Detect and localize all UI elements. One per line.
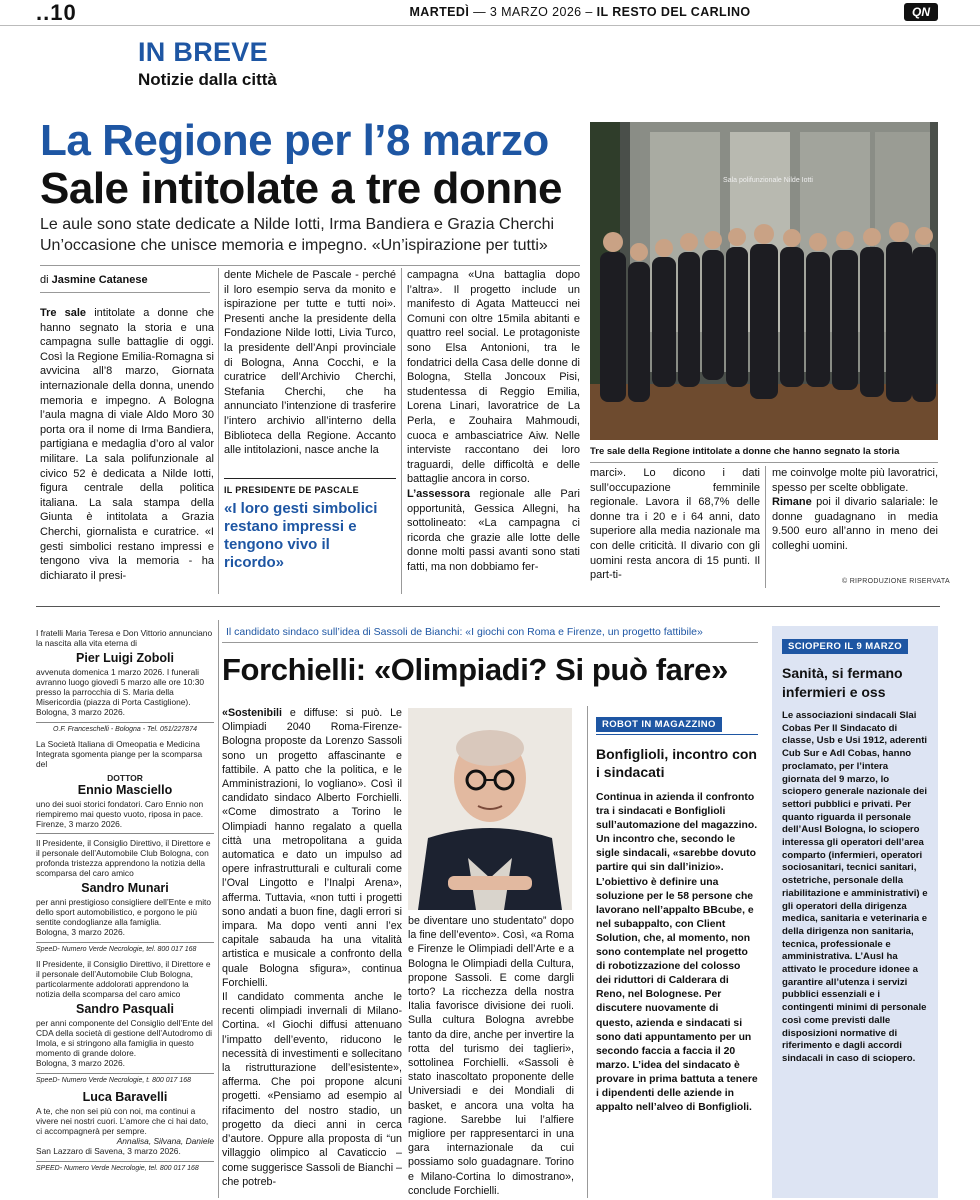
- obituary-name: Luca Baravelli: [82, 1090, 168, 1104]
- obituary-body: A te, che non sei più con noi, ma continui a vivere nei nostri cuori. L’amore che ci hai dato, ci accompagnerà per sempre.: [36, 1106, 209, 1136]
- forchielli-column-1: [222, 706, 402, 1189]
- article-standfirst: [40, 214, 580, 256]
- sciopero-tag: SCIOPERO IL 9 MARZO: [782, 639, 908, 654]
- page-number: ..10: [36, 0, 77, 25]
- byline: [40, 274, 148, 286]
- column-text: campagna «Una battaglia dopo l’altra». Il progetto include un manifesto di Agata Matteucci nei Comuni con oltre 15mila abitanti e quattro reel social. Le protagoniste sono Elsa Antonioni, tra le fondatrici della Casa delle donne di Bologna, Stella Joncoux Pisi, studentessa di Reggio Emilia, Lorena Linari, lavoratrice de La Perla, e Zouhaira Mahmoudi, cuoca e ambasciatrice Aiw. Nelle interviste raccontano dei loro traguardi, delle difficoltà e delle battaglie ancora in corso.: [407, 269, 580, 486]
- obituary-body: per anni componente del Consiglio dell’Ente del CDA della società di gestione dell’Autodromo di Imola, e si stringono alla famiglia in questo momento di grande dolore.: [36, 1018, 213, 1058]
- paper-name: IL RESTO DEL CARLINO: [596, 5, 751, 19]
- quote-kicker: IL PRESIDENTE DE PASCALE: [224, 485, 359, 495]
- paragraph-lead: Continua: [596, 792, 642, 803]
- paragraph-lead: Le associazioni: [782, 710, 853, 721]
- column-text: in azienda il confronto tra i sindacati e Bonfiglioli sull’automazione del magazzino. Un incontro che, secondo le sigle sindacali, «sarebbe dovuto partire qui sin dall’inizio». L’obiettivo è definire una soluzione per le 58 persone che lavorano nell’appalto BBcube, e nel subappalto, con Client Solution, che, al momento, non sono contemplate nel progetto di robotizzazione del colosso dei riduttori di Calderara di Reno, nel Bolognese. Per discutere nuovamente di questo, azienda e sindacati si sono dati appuntamento per un secondo faccia a faccia il 20 marzo. L’idea del sindacato è provare in prima battuta a tenere i dipendenti delle aziende in appalto nell’alveo di Bonfiglioli.: [596, 792, 758, 1114]
- column-rule: [401, 268, 402, 594]
- section-divider: [36, 606, 940, 607]
- qn-logo: QN: [904, 3, 938, 21]
- obituary-name: Pier Luigi Zoboli: [76, 651, 174, 665]
- pull-quote: «I loro gesti simbolici restano impressi e tengono vivo il ricordo»: [224, 500, 378, 571]
- column-text: regionale alle Pari opportunità, Gessica Allegni, ha sottolineato: «La campagna ci ricorda che grazie alle lotte delle donne molti passi avanti sono stati fatti, ma non dobbiamo fer-: [407, 487, 580, 573]
- dateline: MARTEDÌ — 3 MARZO 2026 – IL RESTO DEL CARLINO: [409, 5, 751, 19]
- byline-prefix: di: [40, 274, 49, 286]
- column-text: me coinvolge molte più lavoratrici, spesso per scelte obbligate.: [772, 467, 938, 494]
- article-column-2: [224, 268, 396, 458]
- byline-author: Jasmine Catanese: [51, 274, 148, 286]
- obituary: [36, 959, 214, 1086]
- column-rule: [218, 620, 219, 1198]
- forchielli-headline: Forchielli: «Olimpiadi? Si può fare»: [222, 652, 728, 687]
- section-title: IN BREVE: [138, 37, 268, 67]
- article-column-5: [772, 466, 938, 554]
- column-text: dente Michele de Pascale - perché il loro esempio serva da monito e ispirazione per tutte e tutti noi». Presenti anche la presidente della Fondazione Nilde Iotti, Livia Turco, la presidente dell’Anpi provinciale di Bologna, Anna Cocchi, e la curatrice dell’Archivio Cherchi, Stefania Cherchi, che ha annunciato l’intenzione di trasferire l’intero archivio all’interno della Biblioteca della Regione. Accanto alle intitolazioni, nasce anche la: [224, 269, 396, 457]
- column-text: Il candidato commenta anche le recenti olimpiadi invernali di Milano-Cortina. «I Giochi diffusi attenuano l’impatto dell’evento, riducono le necessità di investimenti e sollecitano la ristrutturazione dell’esistente», afferma. Che poi propone alcuni progetti. «Pensiamo ad esempio al rifacimento del nostro stadio, un progetto da dieci anni in cerca d’autore. Oppure alla proposta di “un villaggio olimpico al Cavaticcio – come suggerisce Sassoli de Bianchi – che potreb-: [222, 991, 403, 1188]
- obituary-intro: Il Presidente, il Consiglio Direttivo, il Direttore e il personale dell’Automobile Club Bologna, con profonda tristezza apprendono la notizia della scomparsa del caro amico: [36, 838, 211, 878]
- divider: [40, 292, 210, 293]
- obituary: [36, 1090, 214, 1174]
- sciopero-box: [772, 626, 938, 1198]
- obituary-place: Bologna, 3 marzo 2026.: [36, 1058, 125, 1068]
- photo-caption: Tre sale della Regione intitolate a donne che hanno segnato la storia: [590, 446, 900, 457]
- obituary-name: Sandro Pasquali: [76, 1002, 174, 1016]
- obituary-body: per anni prestigioso consigliere dell’Ente e mito dello sport automobilistico, e porgono le più sentite condoglianze alla famiglia.: [36, 897, 212, 927]
- obituary-place: Bologna, 3 marzo 2026.: [36, 707, 125, 717]
- article-column-1: [40, 306, 214, 583]
- forchielli-kicker: Il candidato sindaco sull’idea di Sassoli de Bianchi: «I giochi con Roma e Firenze, un progetto fattibile»: [226, 626, 703, 638]
- obituary-body: avvenuta domenica 1 marzo 2026. I funerali avranno luogo giovedì 5 marzo alle ore 10:30 presso la parrocchia di S. Maria della Misericordia (piazza di Porta Castiglione).: [36, 667, 205, 707]
- column-rule: [587, 706, 588, 1198]
- divider: [590, 462, 938, 463]
- standfirst-line-1: Le aule sono state dedicate a Nilde Iotti, Irma Bandiera e Grazia Cherchi: [40, 216, 555, 233]
- article-column-4: [590, 466, 760, 583]
- column-rule: [765, 466, 766, 588]
- portrait-image: [408, 708, 572, 910]
- article-column-3: [407, 268, 580, 574]
- column-text: sindacali Slai Cobas Per Il Sindacato di classe, Usb e Usi 1912, aderenti Cub Sur e Adl Cobas, hanno proclamato, per l’intera giornata del 9 marzo, lo sciopero generale nazionale dei settori pubblici e privati. Per quanto riguarda il personale dell’Ausl Bologna, lo sciopero interessa gli operatori dell’area comparto (infermieri, operatori sociosanitari, tecnici sanitari, ostetriche, personale della riabilitazione e amministrativi) e gli operatori della dirigenza medica, sanitaria e veterinaria e della dirigenza non sanitaria, tecnica, professionale e amministrativa. L’Ausl ha attivato le procedure idonee a garantire all’utenza i servizi pubblici essenziali e i contingenti minimi di personale così come previsti dalle disposizioni normative di riferimento e dagli accordi sindacali in caso di sciopero.: [782, 710, 928, 1064]
- article-headline: Sale intitolate a tre donne: [40, 164, 562, 213]
- column-text: be diventare uno studentato” dopo la fine dell’evento». Così, «a Roma e Firenze le Olimpiadi dell’Arte e a Bologna le Olimpiadi della Cultura, propone Sassoli. E come dargli torto? La ricchezza della nostra Italia favorisce divisione dei ruoli. Sulla cultura Bologna avrebbe tanto da dire, anche per invertire la rotta del turismo dei taglieri», sottolinea Forchielli. «Sassoli è stato inascoltato proponente delle Universiadi e dei Mondiali di basket, e ancora una volta ha ragione. Sarebbe lui l’alfiere migliore per rappresentarci in una gara internazionale da cui possiamo solo guadagnare. Torino e Milano-Cortina lo dimostrano», conclude Forchielli.: [408, 915, 574, 1197]
- column-text: marci». Lo dicono i dati sull’occupazione femminile regionale. Lavora il 68,7% delle donne tra i 20 e i 64 anni, dato superiore alla media nazionale ma con delle criticità. Il divario con gli uomini resta ancora di 15 punti. Il part-ti-: [590, 467, 760, 582]
- paragraph-lead: Rimane: [772, 496, 812, 509]
- paragraph-lead: L’assessora: [407, 487, 470, 500]
- column-text: e diffuse: si può. Le Olimpiadi 2040 Roma-Firenze-Bologna proposte da Lorenzo Sassoli sono un progetto affascinante e fattibile. A patto che la politica, e le Amministrazioni, lo vogliano». Così il candidato sindaco Alberto Forchielli. «Come dimostrato a Torino le Olimpiadi hanno regalato a quella città una metropolitana a guida automatica e dato un impulso ad opere infrastrutturali e culturali come l’Oval Lingotto e l’Inalpi Arena», afferma. Tuttavia, «non tutti i progetti sono andati a buon fine, dagli errori si impara. Ma dopo venti anni l’ex capitale sabauda ha una vitalità artistica e musicale a confronto della quale Bologna sfigura», continua Forchielli.: [222, 707, 402, 989]
- robot-tag: ROBOT IN MAGAZZINO: [596, 717, 722, 732]
- column-text: poi il divario salariale: le donne guadagnano in media 9.500 euro all’anno in meno dei colleghi uomini.: [772, 496, 938, 552]
- obituary-intro: I fratelli Maria Teresa e Don Vittorio annunciano la nascita alla vita eterna di: [36, 628, 213, 648]
- obituary-place: San Lazzaro di Savena, 3 marzo 2026.: [36, 1146, 181, 1156]
- article-kicker: La Regione per l’8 marzo: [40, 116, 549, 165]
- robot-title: Bonfiglioli, incontro con i sindacati: [596, 746, 757, 780]
- obituary-agency: SPEED- Numero Verde Necrologie, tel. 800 017 168: [36, 1161, 214, 1174]
- obituary: [36, 833, 214, 955]
- divider: [40, 265, 580, 266]
- obituary-agency: O.F. Franceschelli - Bologna - Tel. 051/227874: [36, 722, 214, 735]
- article-photo: [590, 122, 938, 440]
- forchielli-portrait: [408, 708, 572, 910]
- obituary-place: Bologna, 3 marzo 2026.: [36, 927, 125, 937]
- date: 3 MARZO 2026: [489, 5, 582, 19]
- obituary-agency: SpeeD- Numero Verde Necrologie, t. 800 017 168: [36, 1073, 214, 1086]
- obituary-intro: La Società Italiana di Omeopatia e Medicina Integrata sgomenta piange per la scomparsa del: [36, 739, 203, 769]
- standfirst-line-2: Un’occasione che unisce memoria e impegno. «Un’ispirazione per tutti»: [40, 237, 548, 254]
- quote-rule: [224, 478, 396, 479]
- obituary-name: Ennio Masciello: [77, 783, 173, 797]
- obituary-agency: SpeeD- Numero Verde Necrologie, tel. 800 017 168: [36, 942, 214, 955]
- day: MARTEDÌ: [409, 5, 470, 19]
- sciopero-body: [782, 710, 928, 1066]
- paragraph-lead: «Sostenibili: [222, 707, 282, 719]
- divider: [222, 642, 758, 643]
- copyright-note: © RIPRODUZIONE RISERVATA: [842, 578, 950, 585]
- column-rule: [218, 268, 219, 594]
- wall-sign: Sala polifunzionale Nilde Iotti: [723, 177, 813, 184]
- obituary-place: Firenze, 3 marzo 2026.: [36, 819, 123, 829]
- obituary: [36, 739, 214, 829]
- column-text: intitolate a donne che hanno segnato la storia e una campagna sulle battaglie di oggi. Così la Regione Emilia-Romagna si avvicina all’8 marzo, Giornata internazionale della donna, unendo memoria e impegno. A Bologna l’aula magna di viale Aldo Moro 30 porta ora il nome di Irma Bandiera, partigiana e medaglia d’oro al valor militare. La sala polifunzionale al civico 52 è dedicata a Nilde Iotti, figura centrale della politica italiana. La sala stampa della Giunta è intitolata a Grazia Cherchi, giornalista e curatrice. «I gesti simbolici restano impressi e tengono viva la memoria - ha dichiarato il presi-: [40, 307, 214, 582]
- obituary-name: Sandro Munari: [81, 881, 169, 895]
- robot-body: [596, 791, 758, 1115]
- dropcap-lead: Tre sale: [40, 307, 87, 319]
- obituary-intro: Il Presidente, il Consiglio Direttivo, il Direttore e il personale dell’Automobile Club Bologna, particolarmente addolorati apprendono la notizia della scomparsa del caro amico: [36, 959, 211, 999]
- robot-box: [596, 714, 758, 1198]
- obituary-title: DOTTOR: [107, 773, 143, 783]
- group-photo-image: [590, 122, 938, 440]
- obituaries-column: [36, 628, 214, 1178]
- obituary: [36, 628, 214, 735]
- obituary-signed: Annalisa, Silvana, Daniele: [116, 1136, 214, 1146]
- section-subtitle: Notizie dalla città: [138, 70, 277, 89]
- obituary-body: uno dei suoi storici fondatori. Caro Ennio non riempiremo mai questo vuoto, riposa in pace.: [36, 799, 204, 819]
- forchielli-column-2: [408, 914, 574, 1198]
- sciopero-title: Sanità, si fermano infermieri e oss: [782, 665, 903, 700]
